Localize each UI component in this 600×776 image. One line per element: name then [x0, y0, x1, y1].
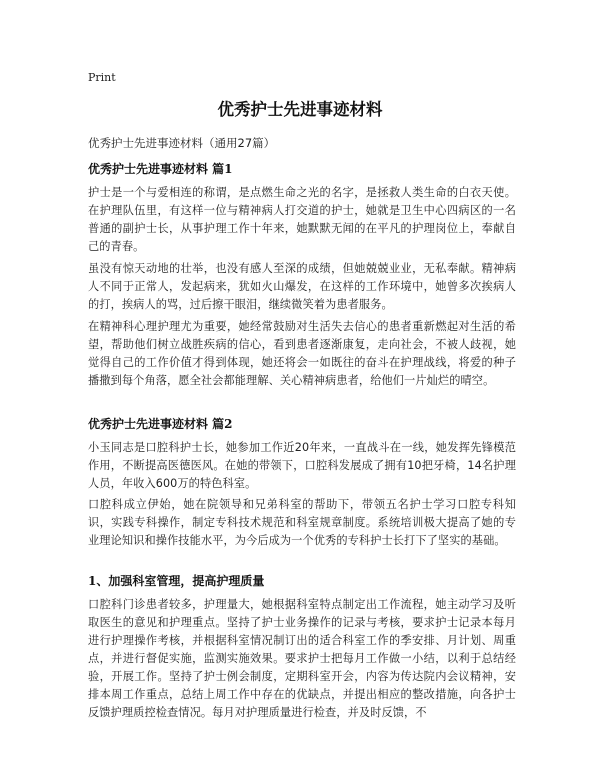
section-heading-1: 优秀护士先进事迹材料 篇1	[88, 162, 233, 176]
document-subtitle: 优秀护士先进事迹材料（通用27篇）	[88, 136, 276, 150]
section-heading-3: 1、加强科室管理，提高护理质量	[88, 574, 265, 588]
paragraph: 护士是一个与爱相连的称谓，是点燃生命之光的名字，是拯救人类生命的白衣天使。在护理队伍里，有这样一位与精神病人打交道的护士，她就是卫生中心四病区的一名普通的副护士长，从事护理工作十年来，她默默无闻的在平凡的护理岗位上，奉献自己的青春。	[88, 186, 516, 253]
paragraph: 口腔科成立伊始，她在院领导和兄弟科室的帮助下，带领五名护士学习口腔专科知识，实践专科操作，制定专科技术规范和科室规章制度。系统培训极大提高了她的专业理论知识和操作技能水平，为今后成为一个优秀的专科护士长打下了坚实的基础。	[88, 498, 516, 547]
paragraph: 小玉同志是口腔科护士长，她参加工作近20年来，一直战斗在一线，她发挥先锋模范作用，不断提高医德医风。在她的带领下，口腔科发展成了拥有10把牙椅，14名护理人员，年收入600万的特色科室。	[88, 441, 516, 490]
paragraph: 在精神科心理护理尤为重要，她经常鼓励对生活失去信心的患者重新燃起对生活的希望，帮助他们树立战胜疾病的信心，看到患者逐渐康复，走向社会，不被人歧视，她觉得自己的工作价值才得到体现，她还将会一如既往的奋斗在护理战线，将爱的种子播撒到每个角落，愿全社会都能理解、关心精神病患者，给他们一片灿烂的晴空。	[88, 320, 516, 387]
paragraph: 口腔科门诊患者较多，护理量大，她根据科室特点制定出工作流程，她主动学习及听取医生的意见和护理重点。坚持了护士业务操作的记录与考核，要求护士记录本每月进行护理操作考核，并根据科室情况制订出的适合科室工作的季安排、月计划、周重点，并进行督促实施，监测实施效果。要求护士把每月工作做一小结，以利于总结经验，开展工作。坚持了护士例会制度，定期科室开会，内容为传达院内会议精神，安排本周工作重点，总结上周工作中存在的优缺点，并提出相应的整改措施，向各护士反馈护理质控检查情况。每月对护理质量进行检查，并及时反馈，不	[88, 598, 516, 719]
print-link[interactable]: Print	[88, 71, 116, 84]
document-title: 优秀护士先进事迹材料	[217, 100, 383, 119]
paragraph: 虽没有惊天动地的壮举，也没有感人至深的成绩，但她兢兢业业，无私奉献。精神病人不同于正常人，发起病来，犹如火山爆发，在这样的工作环境中，她曾多次挨病人的打，挨病人的骂，过后擦干眼泪，继续微笑着为患者服务。	[88, 262, 516, 311]
section-heading-2: 优秀护士先进事迹材料 篇2	[88, 417, 233, 431]
